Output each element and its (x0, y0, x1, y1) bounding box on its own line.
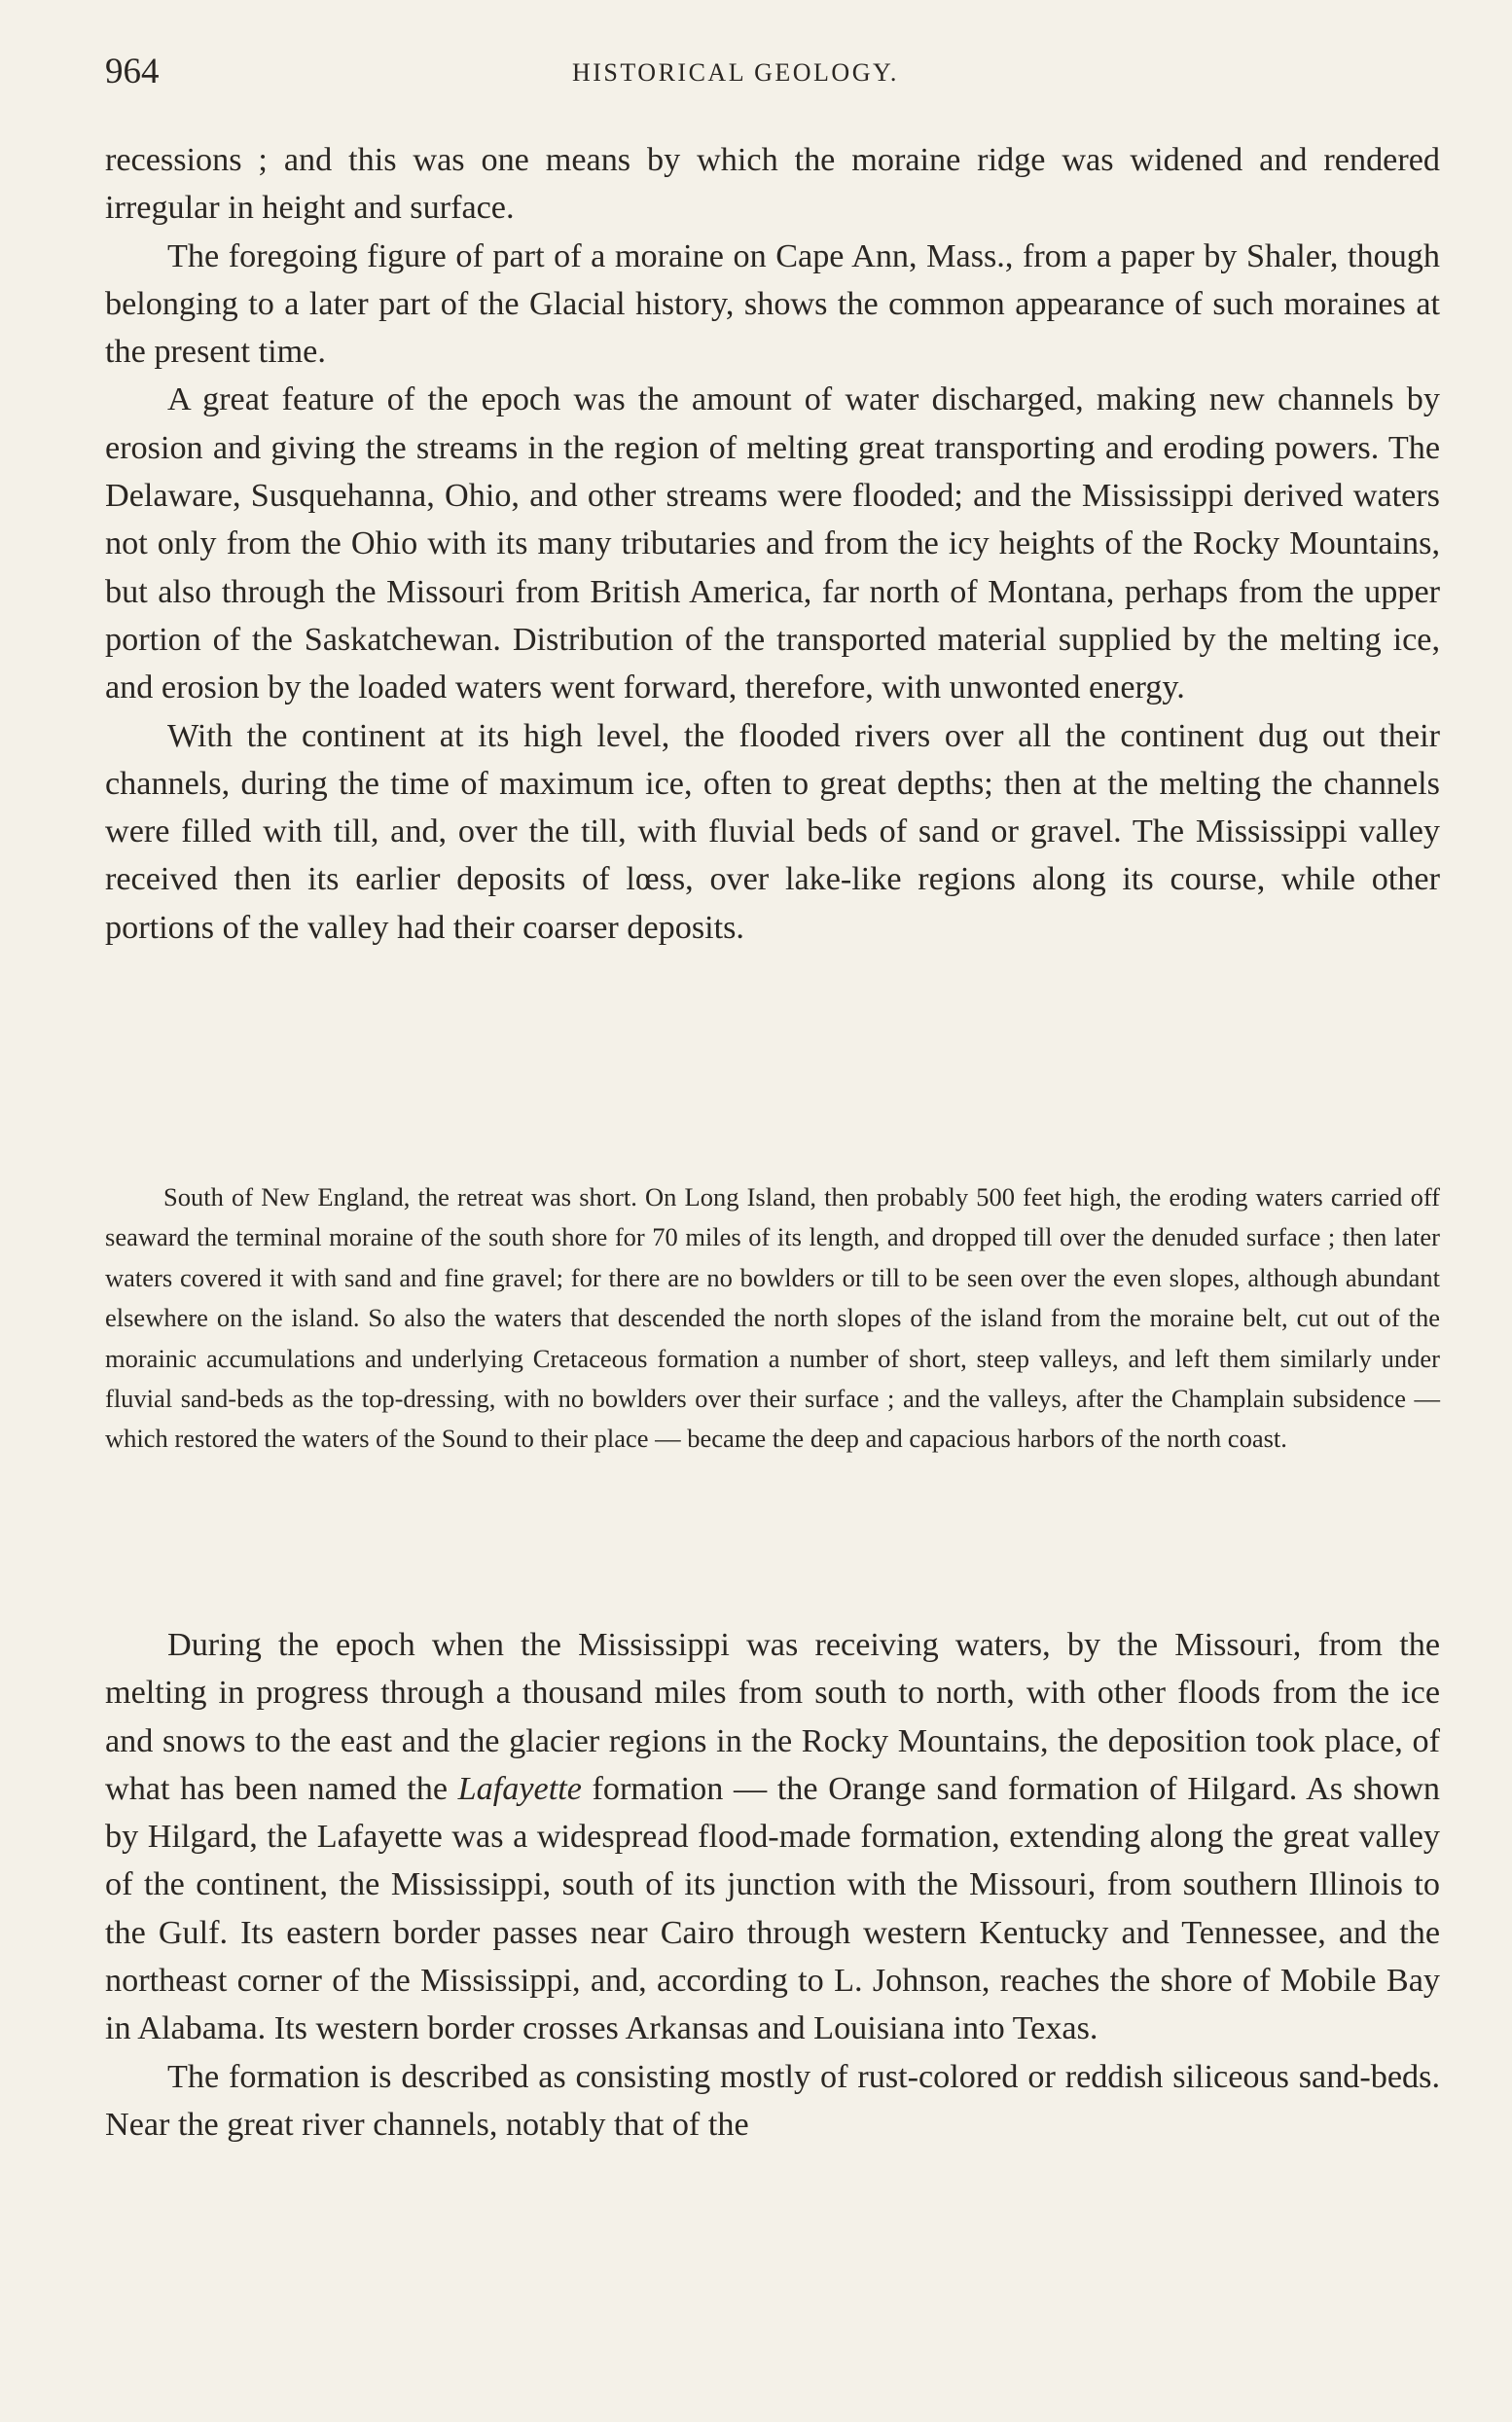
paragraph-6: The formation is described as consisting mostly of rust-colored or reddish siliceous sand-beds. Near the great river channels, notably that of the (105, 2058, 1440, 2143)
small-paragraph: South of New England, the retreat was short. On Long Island, then probably 500 feet high, the eroding waters carried off seaward the terminal moraine of the south shore for 70 miles of its length, and dropped till over the denuded surface ; then later waters covered it with sand and fine gravel; for there are no bowlders or till to be seen over the even slopes, although abundant elsewhere on the island. So also the waters that descended the north slopes of the island from the moraine belt, cut out of the morainic accumulations and underlying Cretaceous formation a number of short, steep valleys, and left them similarly under fluvial sand-beds as the top-dressing, with no bowlders over their surface ; and the valleys, after the Champlain subsidence — which restored the waters of the Sound to their place — became the deep and capacious harbors of the north coast. (105, 1182, 1440, 1454)
paragraph-5-part-a: During the epoch when the Mississippi was receiving waters, by the Missouri, from the melting in progress through a thousand miles from south to north, with other floods from the ice and snows to the east and the glacier regions in the Rocky Mountains, the deposition took place, of what has been named the (105, 1627, 1440, 1807)
paragraph-5-part-b: formation — the Orange sand formation of Hilgard. As shown by Hilgard, the Lafayette was a widespread flood-made formation, extending along the great valley of the continent, the Mississippi, south of its junction with the Missouri, from southern Illinois to the Gulf. Its eastern border passes near Cairo through western Kentucky and Tennessee, and the northeast corner of the Mississippi, and, according to L. Johnson, reaches the shore of Mobile Bay in Alabama. Its western border crosses Arkansas and Louisiana into Texas. (105, 1770, 1440, 2047)
page-number: 964 (105, 52, 160, 91)
paragraph-4: With the continent at its high level, the flooded rivers over all the continent dug out their channels, during the time of maximum ice, often to great depths; then at the melting the channels were filled with till, and, over the till, with fluvial beds of sand or gravel. The Mississippi valley received then its earlier deposits of lœss, over lake-like regions along its course, while other portions of the valley had their coarser deposits. (105, 717, 1440, 946)
paragraph-1: recessions ; and this was one means by which the moraine ridge was widened and rendered irregular in height and surface. (105, 142, 1440, 227)
main-text-block (105, 136, 1440, 952)
small-print-block (105, 1177, 1440, 1460)
paragraph-3: A great feature of the epoch was the amount of water discharged, making new channels by erosion and giving the streams in the region of melting great transporting and eroding powers. The Delaware, Susquehanna, Ohio, and other streams were flooded; and the Mississippi derived waters not only from the Ohio with its many tributaries and from the icy heights of the Rocky Mountains, but also through the Missouri from British America, far north of Montana, perhaps from the upper portion of the Saskatchewan. Distribution of the transported material supplied by the melting ice, and erosion by the loaded waters went forward, therefore, with unwonted energy. (105, 381, 1440, 706)
running-head: HISTORICAL GEOLOGY. (572, 58, 899, 87)
paragraph-2: The foregoing figure of part of a moraine on Cape Ann, Mass., from a paper by Shaler, though belonging to a later part of the Glacial history, shows the common appearance of such moraines at the present time. (105, 237, 1440, 371)
page-header (105, 51, 1440, 109)
paragraph-5 (105, 1621, 1440, 2053)
lafayette-term: Lafayette (457, 1770, 582, 1807)
lower-text-block (105, 1621, 1440, 2149)
